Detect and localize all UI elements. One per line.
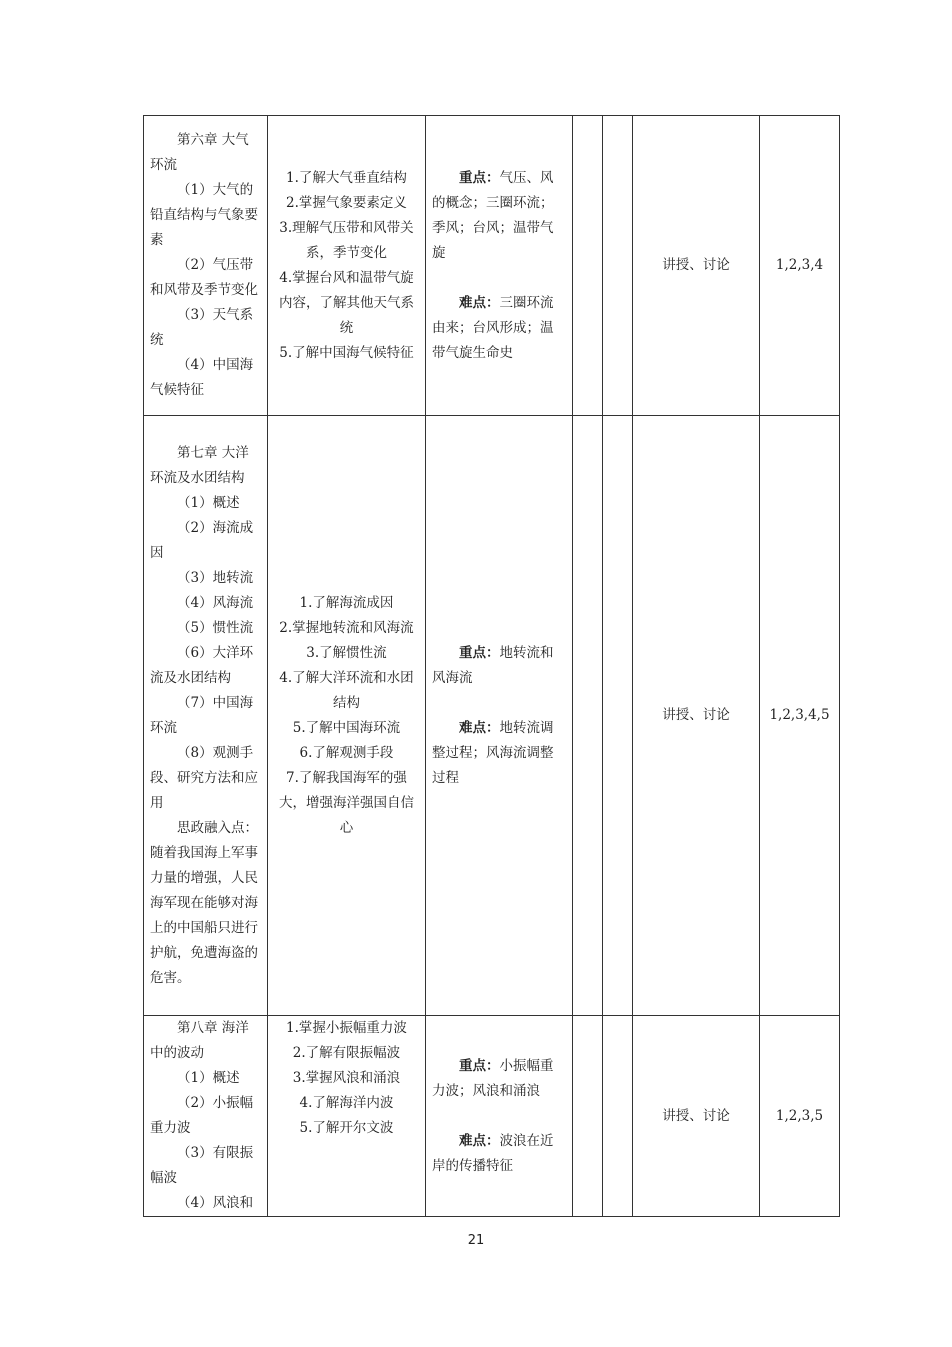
- key-label: 重点：: [459, 169, 500, 186]
- key-label: 重点：: [459, 644, 500, 661]
- table-row: [144, 416, 840, 1016]
- key-points: [432, 166, 566, 266]
- objective-item: 7.了解我国海军的强大，增强海洋强国自信心: [279, 769, 414, 836]
- chapter-section: （4）中国海气候特征: [150, 357, 254, 398]
- chapter-title: 第七章 大洋环流及水团结构: [150, 444, 249, 486]
- objective-item: 5.了解中国海气候特征: [279, 344, 414, 361]
- method-cell: 讲授、讨论: [633, 416, 760, 1016]
- chapter-section: （7）中国海环流: [150, 694, 254, 736]
- empty-cell: [573, 1016, 603, 1217]
- chapter-title: 第八章 海洋中的波动: [150, 1020, 249, 1061]
- chapter-cell: [144, 1016, 268, 1217]
- table-row: [144, 1016, 840, 1217]
- objective-item: 1.了解海流成因: [299, 594, 394, 611]
- chapter-section: （4）风海流: [177, 594, 254, 611]
- chapter-section: （2）小振幅重力波: [150, 1095, 254, 1136]
- chapter-cell: [144, 116, 268, 416]
- objective-item: 2.掌握地转流和风海流: [279, 619, 414, 636]
- chapter-section: （5）惯性流: [177, 619, 254, 636]
- objective-item: 2.了解有限振幅波: [292, 1045, 401, 1061]
- objective-item: 4.掌握台风和温带气旋内容，了解其他天气系统: [279, 269, 414, 336]
- chapter-section: （3）有限振幅波: [150, 1145, 254, 1186]
- key-label: 重点：: [459, 1057, 500, 1074]
- objective-item: 2.掌握气象要素定义: [286, 194, 407, 211]
- chapter-section: （2）海流成因: [150, 519, 254, 561]
- chapter-title: 第六章 大气环流: [150, 132, 249, 173]
- table-row: [144, 116, 840, 416]
- objective-item: 3.掌握风浪和涌浪: [292, 1070, 401, 1086]
- syllabus-table: [143, 115, 840, 1217]
- empty-cell: [573, 416, 603, 1016]
- difficult-label: 难点：: [459, 1132, 500, 1149]
- method-cell: 讲授、讨论: [633, 116, 760, 416]
- difficult-text: 地转流调整过程；风海流调整过程: [432, 719, 554, 786]
- references-cell: 1,2,3,4,5: [760, 416, 840, 1016]
- chapter-section: （4）风浪和: [177, 1195, 254, 1211]
- empty-cell: [603, 116, 633, 416]
- key-points: [432, 1054, 566, 1104]
- empty-cell: [573, 116, 603, 416]
- objective-item: 6.了解观测手段: [299, 744, 394, 761]
- empty-cell: [603, 1016, 633, 1217]
- key-points: [432, 641, 566, 691]
- chapter-section: （1）概述: [177, 1070, 240, 1086]
- objective-item: 3.理解气压带和风带关系，季节变化: [279, 219, 414, 261]
- key-text: 气压、风的概念；三圈环流；季风；台风；温带气旋: [432, 169, 554, 261]
- difficult-text: 三圈环流由来；台风形成；温带气旋生命史: [432, 294, 554, 361]
- objective-item: 3.了解惯性流: [306, 644, 387, 661]
- references-cell: 1,2,3,5: [760, 1016, 840, 1217]
- chapter-section: （1）大气的铅直结构与气象要素: [150, 182, 258, 248]
- references-cell: 1,2,3,4: [760, 116, 840, 416]
- page-number: 21: [467, 1233, 485, 1248]
- chapter-section: （3）天气系统: [150, 307, 254, 348]
- difficult-points: [432, 291, 566, 366]
- chapter-section: （1）概述: [177, 494, 240, 511]
- key-text: 小振幅重力波；风浪和涌浪: [432, 1057, 554, 1099]
- chapter-cell: [144, 416, 268, 1016]
- difficult-label: 难点：: [459, 294, 500, 311]
- chapter-section: （3）地转流: [177, 569, 254, 586]
- difficult-points: [432, 716, 566, 791]
- chapter-section: （2）气压带和风带及季节变化: [150, 257, 258, 298]
- ideology-note: 思政融入点：随着我国海上军事力量的增强，人民海军现在能够对海上的中国船只进行护航，免遭海盗的危害。: [150, 819, 258, 986]
- objective-item: 5.了解中国海环流: [292, 719, 401, 736]
- objectives-cell: [268, 416, 426, 1016]
- method-cell: 讲授、讨论: [633, 1016, 760, 1217]
- keypoints-cell: [426, 1016, 573, 1217]
- keypoints-cell: [426, 416, 573, 1016]
- objectives-cell: [268, 116, 426, 416]
- objectives-cell: [268, 1016, 426, 1217]
- objective-item: 1.掌握小振幅重力波: [286, 1020, 407, 1036]
- objective-item: 5.了解开尔文波: [299, 1120, 394, 1136]
- keypoints-cell: [426, 116, 573, 416]
- objective-item: 1.了解大气垂直结构: [286, 169, 407, 186]
- difficult-text: 波浪在近岸的传播特征: [432, 1132, 554, 1174]
- empty-cell: [603, 416, 633, 1016]
- difficult-points: [432, 1129, 566, 1179]
- key-text: 地转流和风海流: [432, 644, 554, 686]
- chapter-section: （6）大洋环流及水团结构: [150, 644, 254, 686]
- objective-item: 4.了解大洋环流和水团结构: [279, 669, 414, 711]
- difficult-label: 难点：: [459, 719, 500, 736]
- chapter-section: （8）观测手段、研究方法和应用: [150, 744, 258, 811]
- objective-item: 4.了解海洋内波: [299, 1095, 394, 1111]
